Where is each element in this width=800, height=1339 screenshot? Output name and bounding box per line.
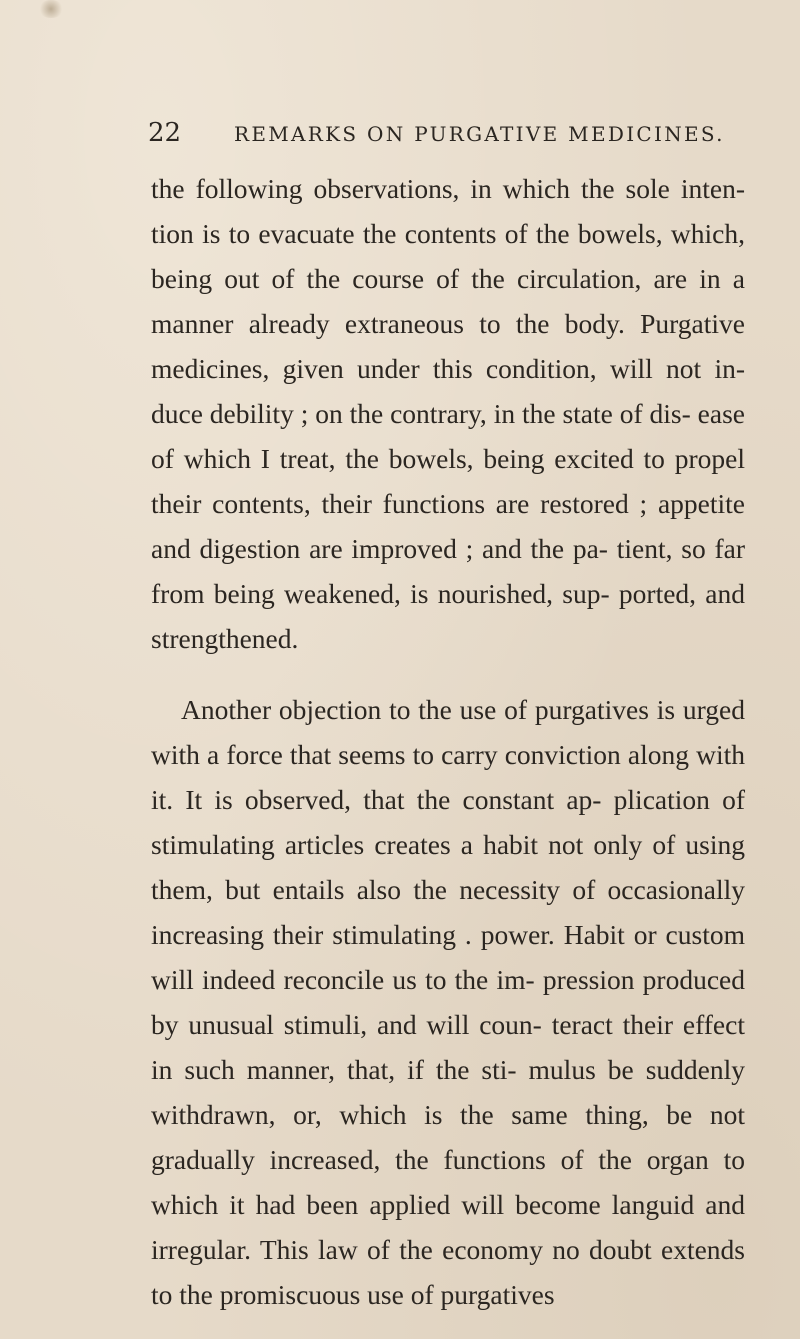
body-text: [151, 166, 745, 1317]
paragraph-1: the following observations, in which the sole inten- tion is to evacuate the contents of the bowels, which, being out of the course of the circulation, are in a manner already extraneous to the body. Purgative medicines, given under this condition, will not in- duce debility ; on the contrary, in the state of dis- ease of which I treat, the bowels, being excited to propel their contents, their functions are restored ; appetite and digestion are improved ; and the pa- tient, so far from being weakened, is nourished, sup- ported, and strengthened.: [151, 173, 745, 654]
page-number: 22: [148, 118, 182, 148]
running-head: REMARKS ON PURGATIVE MEDICINES.: [234, 122, 725, 146]
paragraph-2: Another objection to the use of purgatives is urged with a force that seems to carry conviction along with it. It is observed, that the constant ap- plication of stimulating articles creates a habit not only of using them, but entails also the necessity of occasionally increasing their stimulating . power. Habit or custom will indeed reconcile us to the im- pression produced by unusual stimuli, and will coun- teract their effect in such manner, that, if the sti- mulus be suddenly withdrawn, or, which is the same thing, be not gradually increased, the functions of the organ to which it had been applied will become languid and irregular. This law of the economy no doubt extends to the promiscuous use of purgatives: [151, 694, 745, 1310]
paper-stain: [38, 0, 64, 18]
page-header: [148, 118, 748, 152]
paragraph-gap: [151, 661, 745, 687]
